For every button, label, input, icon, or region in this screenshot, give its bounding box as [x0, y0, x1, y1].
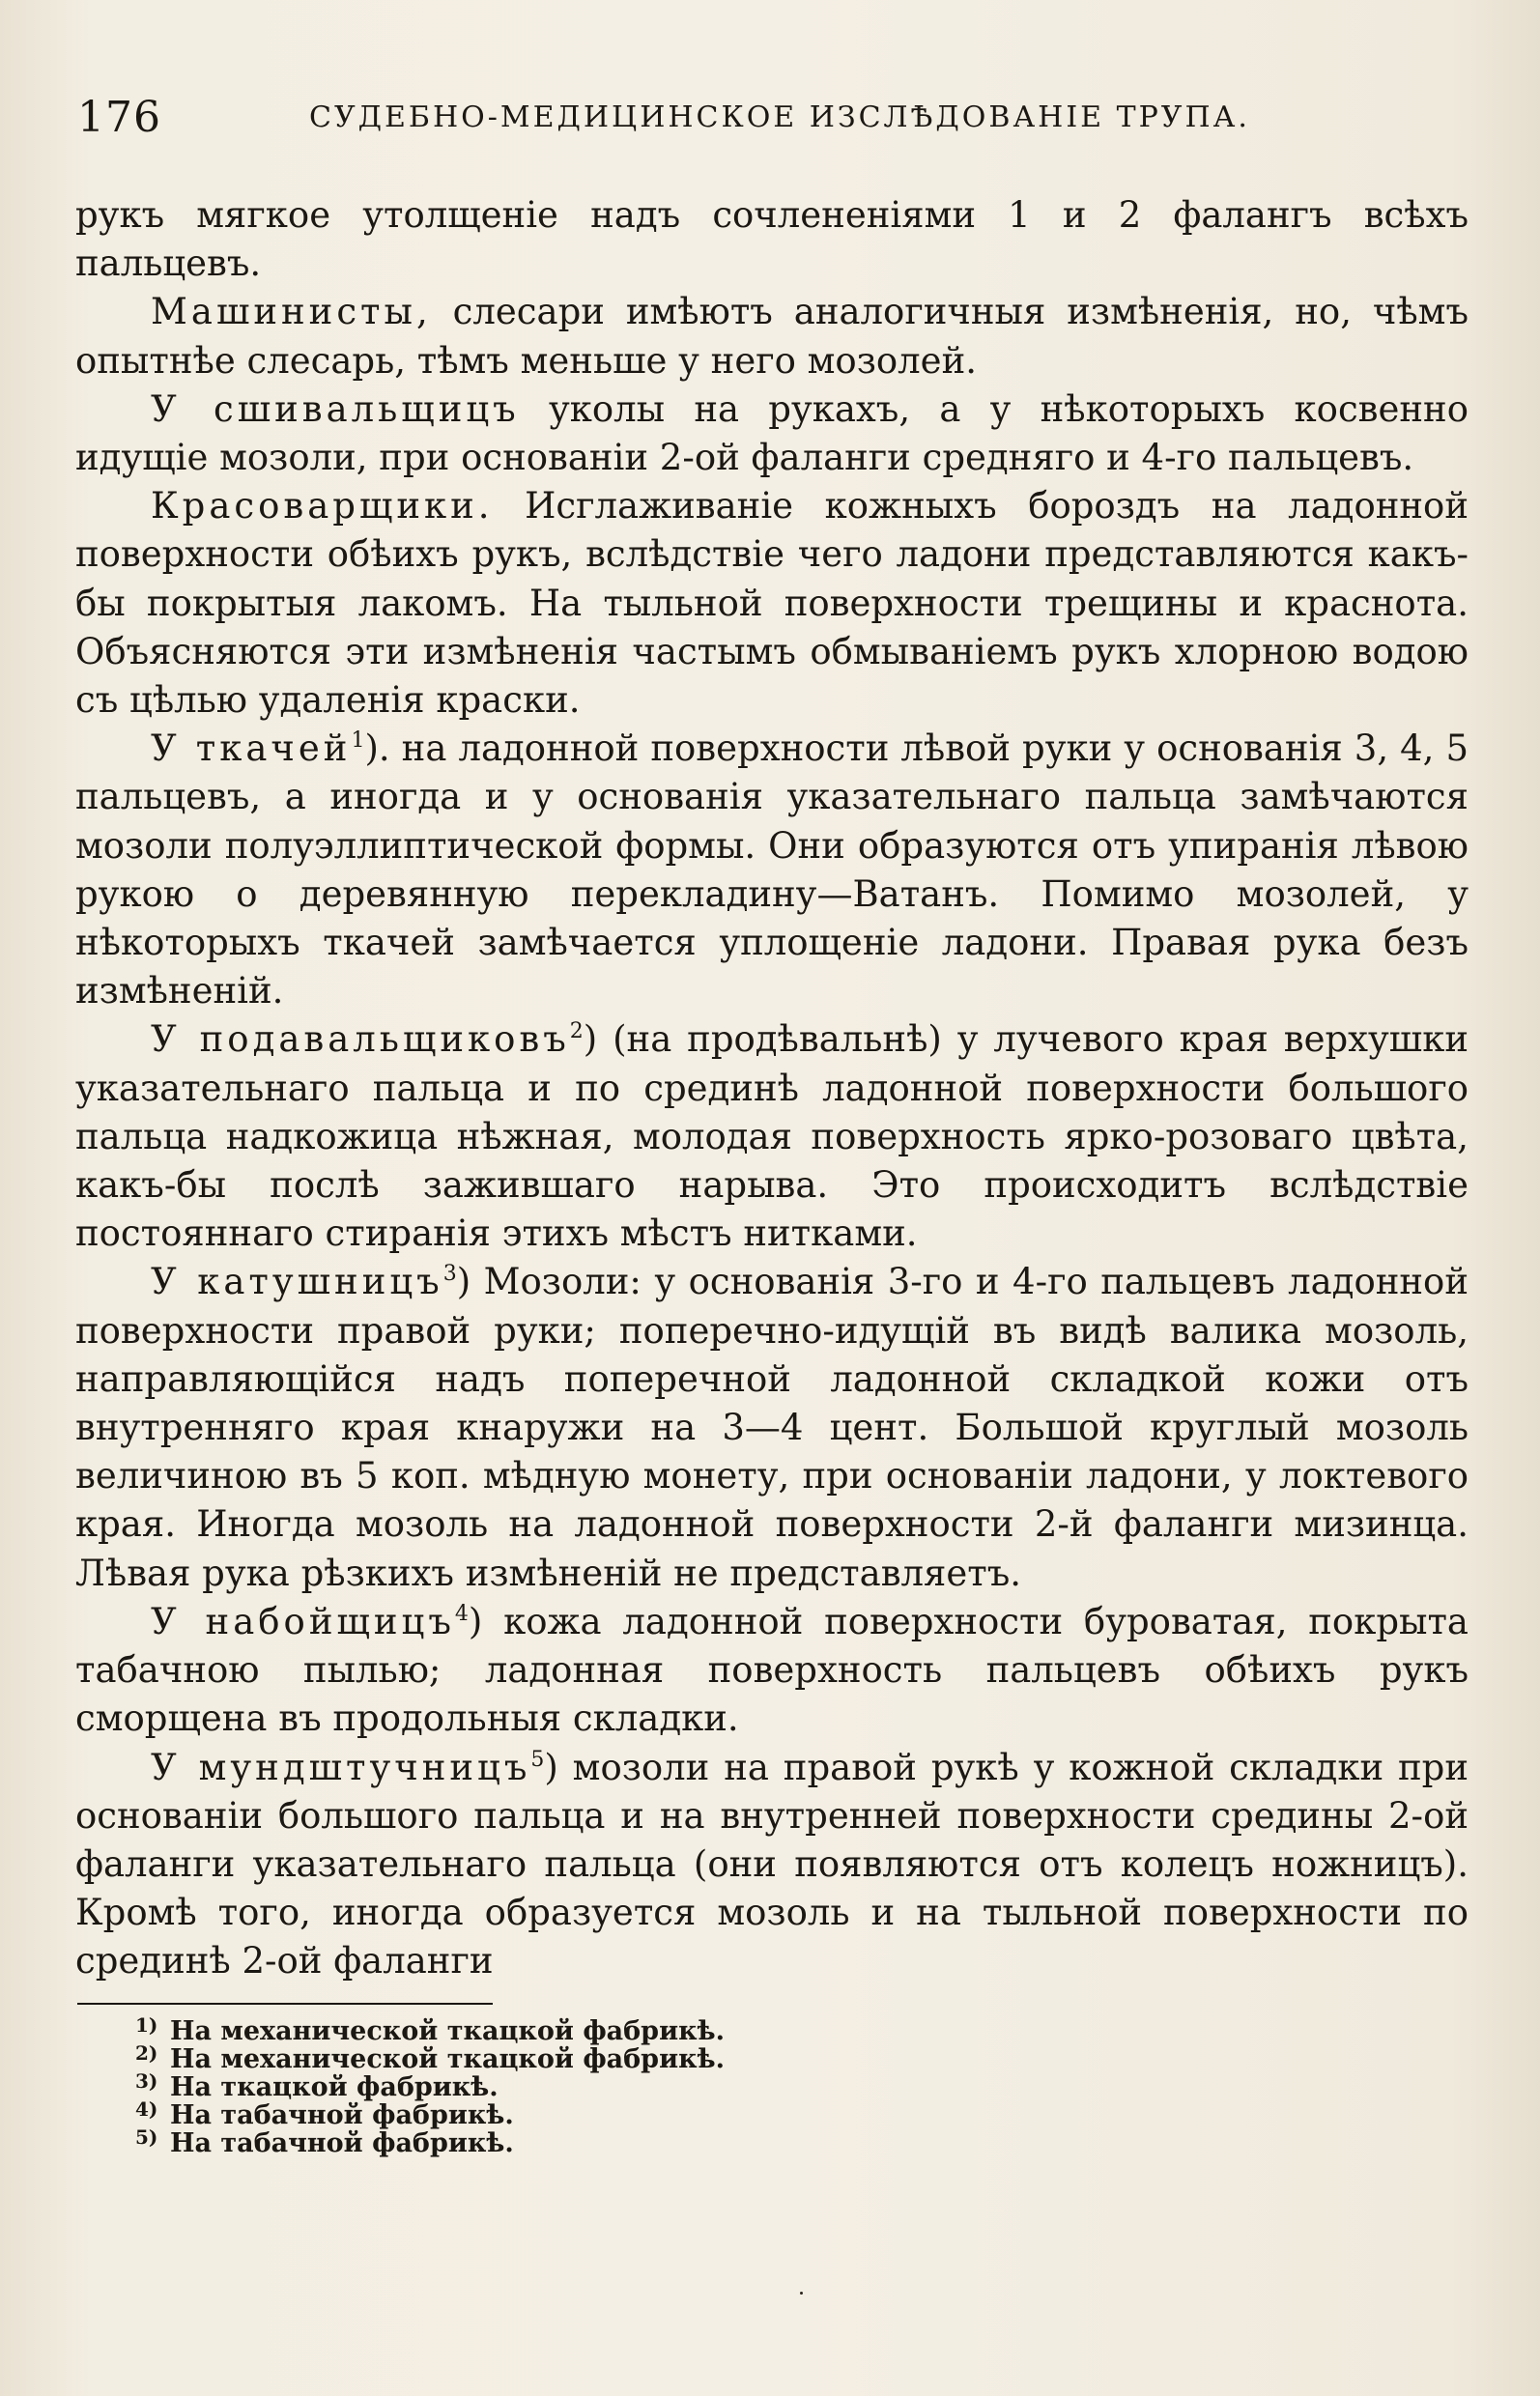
paragraph — [75, 288, 1469, 385]
footnote-text: На механической ткацкой фабрикѣ. — [170, 2016, 725, 2046]
footnote-ref[interactable]: 1 — [351, 728, 365, 754]
paragraph — [75, 1598, 1469, 1744]
footnote-divider — [77, 2003, 493, 2005]
page-number: 176 — [77, 93, 161, 142]
footnote-text: На табачной фабрикѣ. — [170, 2128, 514, 2158]
footnote: 5) На табачной фабрикѣ. — [135, 2125, 514, 2158]
paragraph — [75, 191, 1469, 288]
paragraph-lead: У набойщицъ — [151, 1600, 455, 1642]
body-text — [75, 191, 1469, 1986]
paragraph — [75, 1258, 1469, 1597]
page-header — [77, 93, 1469, 151]
footnote-ref[interactable]: 5 — [530, 1747, 545, 1772]
paragraph-lead: У мундштучницъ — [151, 1746, 531, 1788]
paragraph-text: ) (на продѣвальнѣ) у лучевого края верхушки указательнаго пальца и по срединѣ ладонной поверхности большого пальца надкожица нѣжная, молодая поверхность ярко-розоваго цвѣта, какъ-бы послѣ зажившаго нарыва. Это происходитъ вслѣдствіе постояннаго стиранія этихъ мѣстъ нитками. — [75, 1018, 1469, 1255]
footnote-ref[interactable]: 4 — [454, 1601, 469, 1626]
paragraph-text: слесари имѣютъ аналогичныя измѣненія, но, чѣмъ опытнѣе слесарь, тѣмъ меньше у него мозолей. — [75, 291, 1469, 382]
paragraph-text: ) Мозоли: у основанія 3-го и 4-го пальцевъ ладонной поверхности правой руки; поперечно-идущій въ видѣ валика мозоль, направляющійся надъ поперечной ладонной складкой кожи отъ внутренняго края кнаружи на 3—4 цент. Большой круглый мозоль величиною въ 5 коп. мѣдную монету, при основаніи ладони, у локтевого края. Иногда мозоль на ладонной поверхности 2-й фаланги мизинца. Лѣвая рука рѣзкихъ измѣненій не представляетъ. — [75, 1261, 1469, 1594]
footnotes — [135, 2013, 1101, 2158]
paragraph — [75, 725, 1469, 1015]
paragraph — [75, 385, 1469, 482]
paragraph-text: ). на ладонной поверхности лѣвой руки у основанія 3, 4, 5 пальцевъ, а иногда и у основанія указательнаго пальца замѣчаются мозоли полуэллиптической формы. Они образуются отъ упиранія лѣвою рукою о деревянную перекладину—Ватанъ. Помимо мозолей, у нѣкоторыхъ ткачей замѣчается уплощеніе ладони. Правая рука безъ измѣненій. — [75, 727, 1469, 1013]
paragraph-text: Исглаживаніе кожныхъ бороздъ на ладонной поверхности обѣихъ рукъ, вслѣдствіе чего ладони представляются какъ-бы покрытыя лакомъ. На тыльной поверхности трещины и краснота. Объясняются эти измѣненія частымъ обмываніемъ рукъ хлорною водою съ цѣлью удаленія краски. — [75, 485, 1469, 722]
paragraph-lead: Красоварщики. — [151, 485, 494, 528]
running-title: СУДЕБНО-МЕДИЦИНСКОЕ ИЗСЛѢДОВАНІЕ ТРУПА. — [309, 100, 1250, 134]
footnote: 4) На табачной фабрикѣ. — [135, 2097, 514, 2130]
footnote: 1) На механической ткацкой фабрикѣ. — [135, 2013, 725, 2046]
paragraph — [75, 482, 1469, 725]
footnote-ref[interactable]: 2 — [569, 1019, 584, 1044]
paragraph-lead: Машинисты, — [151, 291, 432, 333]
paper-speck — [800, 2292, 803, 2295]
paragraph-lead: У ткачей — [151, 727, 352, 770]
paragraph-text: ) кожа ладонной поверхности буроватая, покрыта табачною пылью; ладонная поверхность пальцевъ обѣихъ рукъ сморщена въ продольныя складки. — [75, 1600, 1469, 1740]
footnote: 3) На ткацкой фабрикѣ. — [135, 2069, 499, 2102]
paragraph-lead: У подавальщиковъ — [151, 1018, 570, 1061]
footnote-ref[interactable]: 3 — [442, 1262, 457, 1287]
paragraph — [75, 1015, 1469, 1258]
footnote-text: На механической ткацкой фабрикѣ. — [170, 2044, 725, 2074]
paragraph — [75, 1744, 1469, 1986]
paragraph-lead: У катушницъ — [151, 1261, 443, 1303]
footnote-text: На ткацкой фабрикѣ. — [170, 2072, 499, 2102]
paragraph-lead: У сшивальщицъ — [151, 387, 520, 430]
footnote: 2) На механической ткацкой фабрикѣ. — [135, 2041, 725, 2074]
paragraph-text: ) мозоли на правой рукѣ у кожной складки при основаніи большого пальца и на внутренней поверхности средины 2-ой фаланги указательнаго пальца (они появляются отъ колецъ ножницъ). Кромѣ того, иногда образуется мозоль и на тыльной поверхности по срединѣ 2-ой фаланги — [75, 1746, 1469, 1982]
paragraph-text: уколы на рукахъ, а у нѣкоторыхъ косвенно идущіе мозоли, при основаніи 2-ой фаланги средняго и 4-го пальцевъ. — [75, 387, 1469, 479]
footnote-text: На табачной фабрикѣ. — [170, 2100, 514, 2130]
paragraph-text: рукъ мягкое утолщеніе надъ сочлененіями 1 и 2 фалангъ всѣхъ пальцевъ. — [75, 194, 1469, 285]
